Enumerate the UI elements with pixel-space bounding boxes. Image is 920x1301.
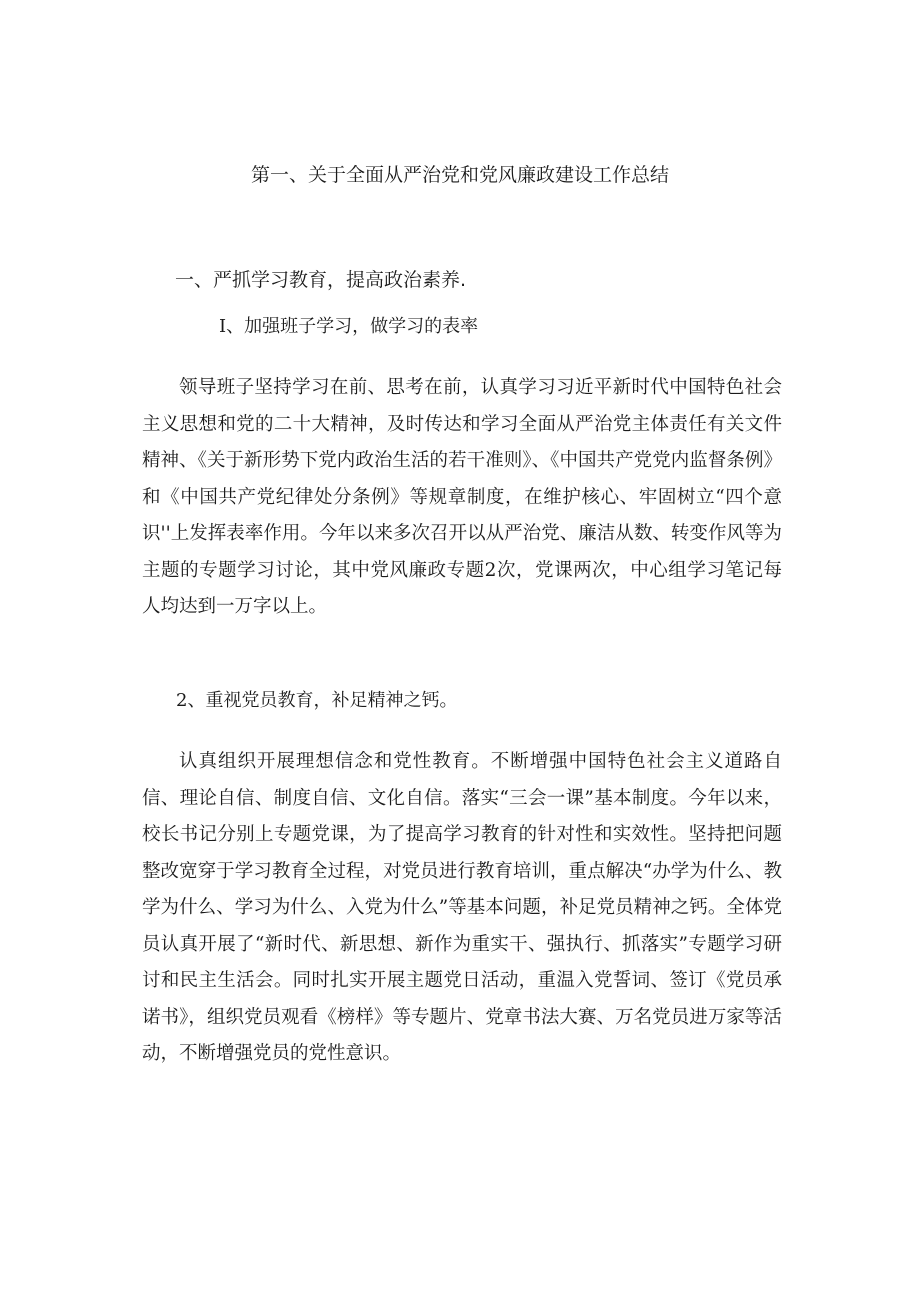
- paragraph-2: 认真组织开展理想信念和党性教育。不断增强中国特色社会主义道路自信、理论自信、制度自信、文化自信。落实“三会一课”基本制度。今年以来，校长书记分别上专题党课，为了提高学习教育的针对性和实效性。坚持把问题整改宽穿于学习教育全过程，对党员进行教育培训，重点解决“办学为什么、教学为什么、学习为什么、入党为什么”等基本问题，补足党员精神之钙。全体党员认真开展了“新时代、新思想、新作为重实干、强执行、抓落实”专题学习研讨和民主生活会。同时扎实开展主题党日活动，重温入党誓词、签订《党员承诺书》，组织党员观看《榜样》等专题片、党章书法大赛、万名党员进万家等活动，不断增强党员的党性意识。: [142, 751, 782, 1064]
- paragraph-1: 领导班子坚持学习在前、思考在前，认真学习习近平新时代中国特色社会主义思想和党的二十大精神，及时传达和学习全面从严治党主体责任有关文件精神、《关于新形势下党内政治生活的若干准则》、《中国共产党党内监督条例》和《中国共产党纪律处分条例》等规章制度，在维护核心、牢固树立“四个意识''上发挥表率作用。今年以来多次召开以从严治党、廉洁从数、转变作风等为主题的专题学习讨论，其中党风廉政专题2次，党课两次，中心组学习笔记每人均达到一万字以上。: [142, 377, 782, 617]
- document-title: 第一、关于全面从严治党和党风廉政建设工作总结: [250, 164, 669, 186]
- section-heading: 一、严抓学习教育，提高政治素养.: [175, 269, 467, 291]
- subsection-heading-1: I、加强班子学习，做学习的表率: [219, 316, 479, 337]
- subsection-heading-2: 2、重视党员教育，补足精神之钙。: [176, 690, 458, 711]
